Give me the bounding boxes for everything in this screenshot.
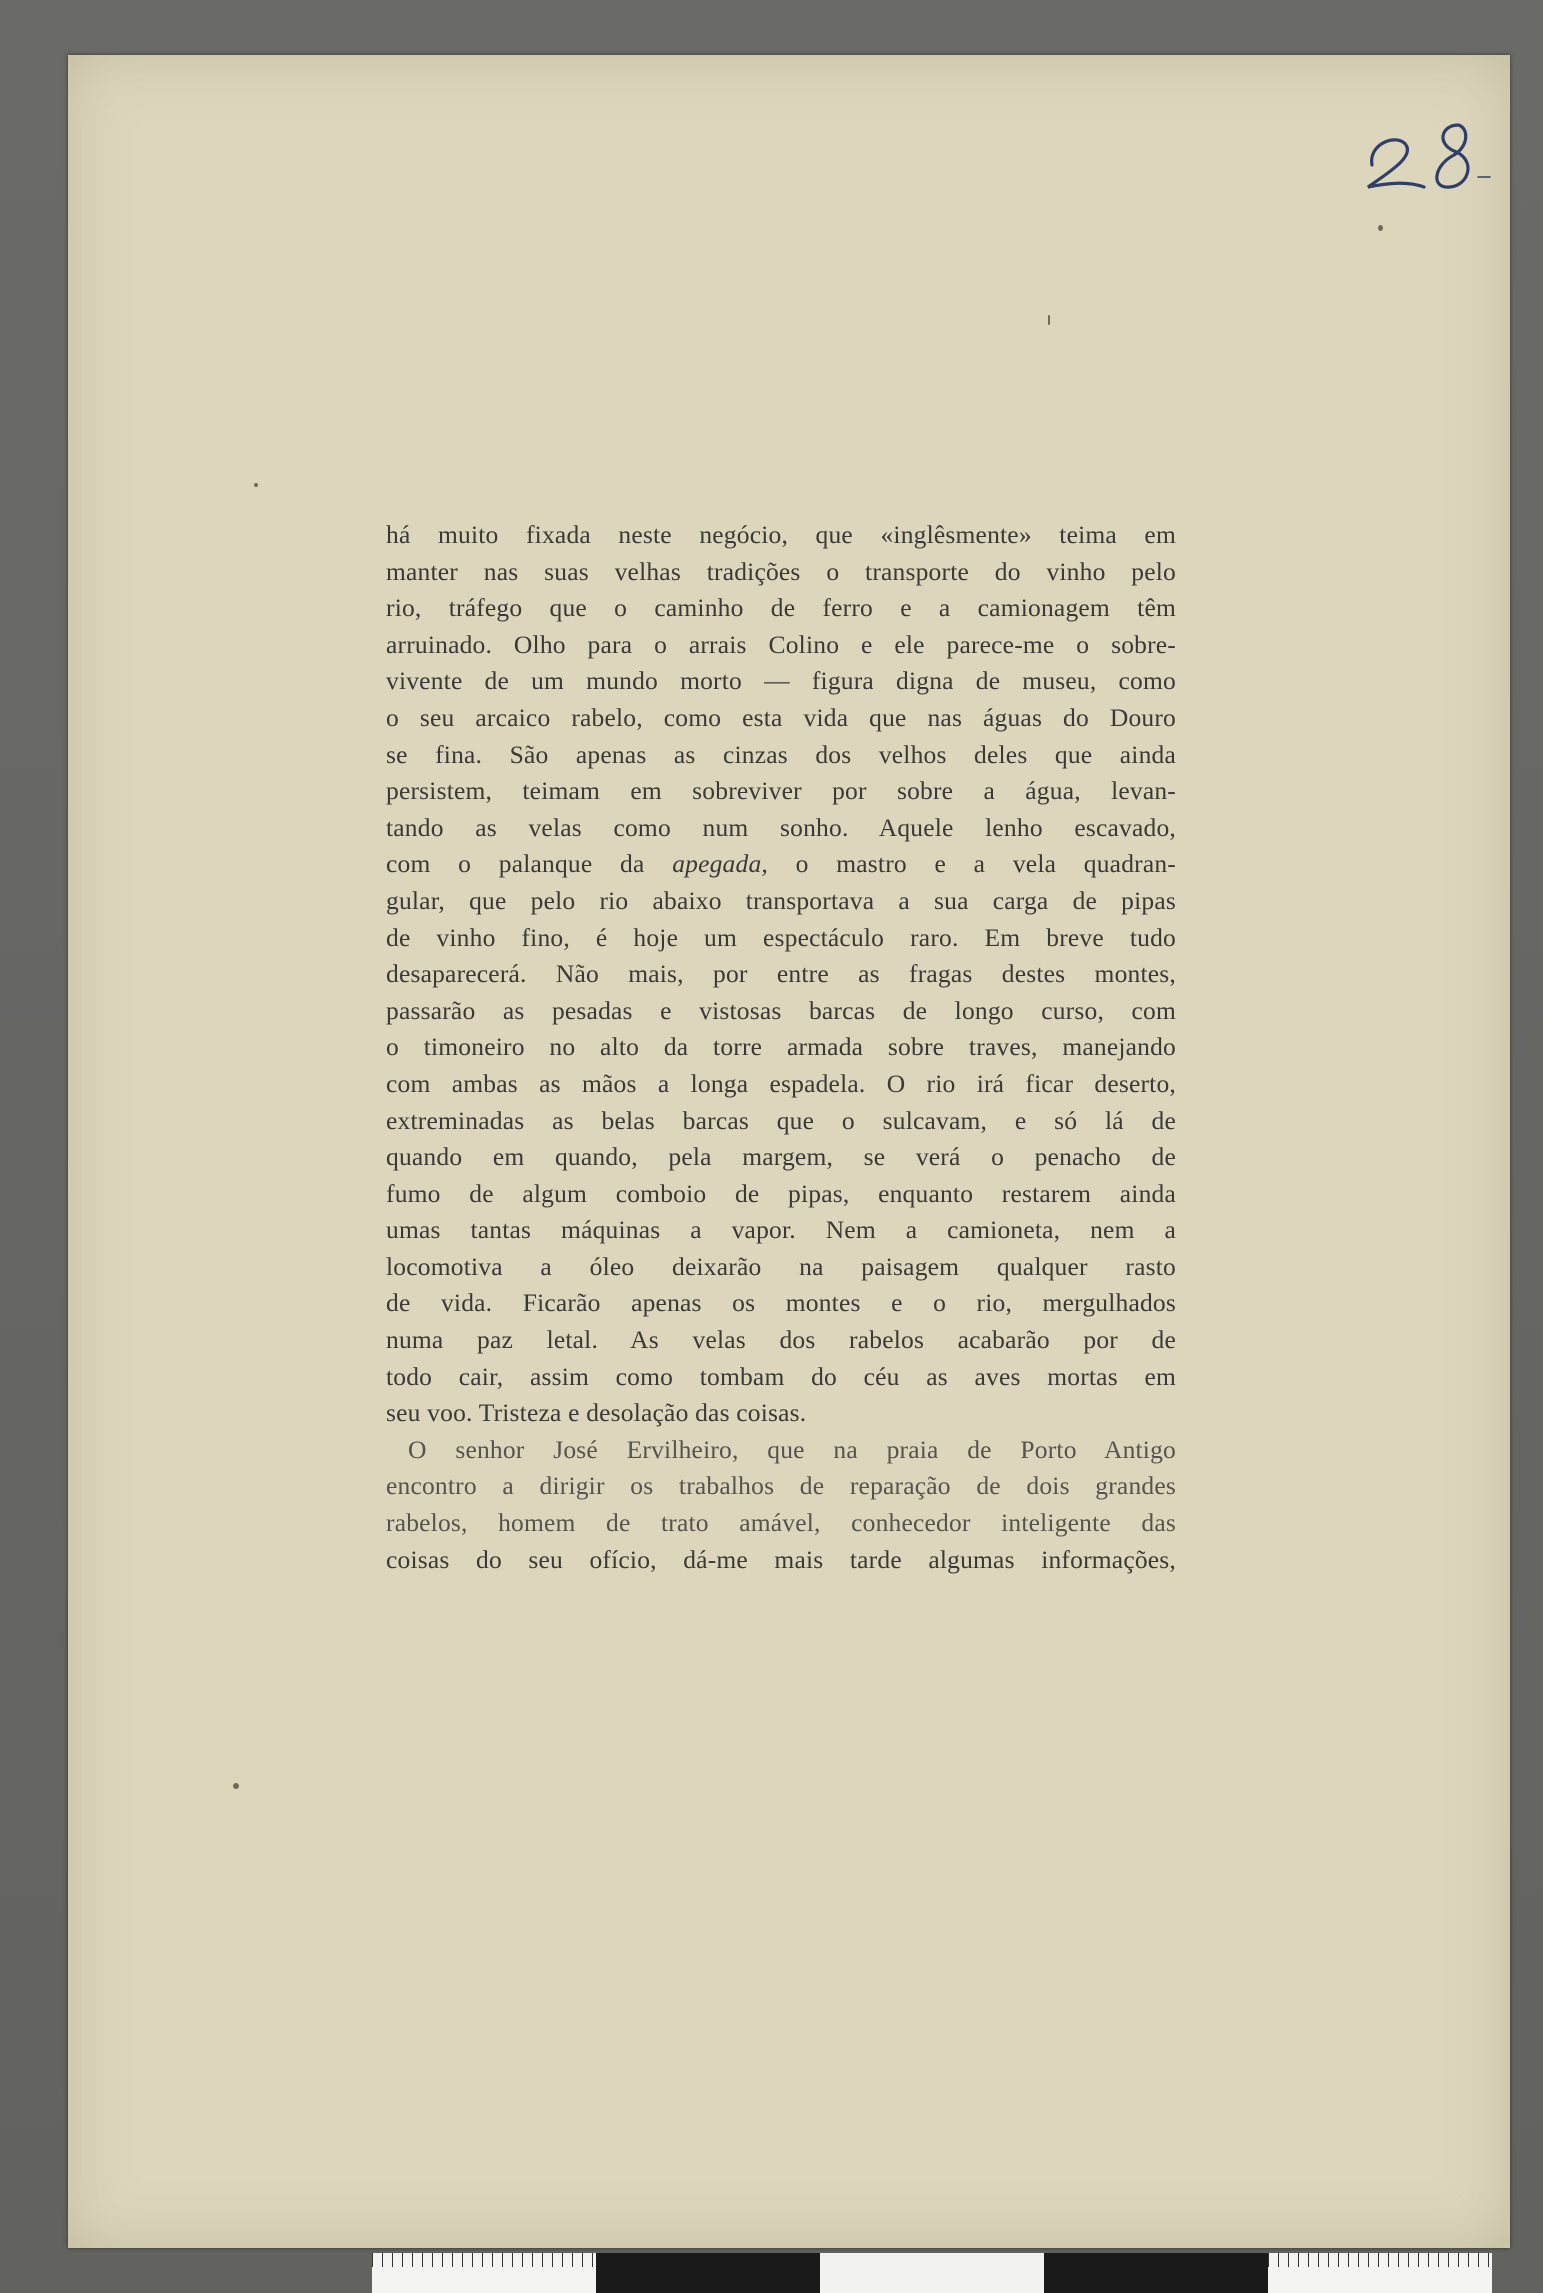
text-line: rio, tráfego que o caminho de ferro e a camionagem têm [386, 593, 1176, 623]
text-line: se fina. São apenas as cinzas dos velhos deles que ainda [386, 739, 1176, 769]
text-line: há muito fixada neste negócio, que «inglêsmente» teima em [386, 520, 1176, 549]
text-line: gular, que pelo rio abaixo transportava a sua carga de pipas [386, 885, 1176, 915]
text-line: locomotiva a óleo deixarão na paisagem qualquer rasto [386, 1251, 1176, 1281]
text-line: coisas do seu ofício, dá-me mais tarde algumas informações, [386, 1544, 1176, 1574]
body-text [386, 517, 1176, 1578]
text-line: desaparecerá. Não mais, por entre as fragas destes montes, [386, 959, 1176, 989]
handwritten-folio-number [1358, 103, 1518, 213]
paper-speck [233, 1783, 239, 1789]
text-line: numa paz letal. As velas dos rabelos acabarão por de [386, 1325, 1176, 1355]
text-line: tando as velas como num sonho. Aquele lenho escavado, [386, 812, 1176, 842]
text-line: umas tantas máquinas a vapor. Nem a camioneta, nem a [386, 1215, 1176, 1245]
ruler-black-segment [1044, 2253, 1268, 2293]
paragraph-start-line: O senhor José Ervilheiro, que na praia de Porto Antigo [408, 1434, 1176, 1464]
paper-speck [1048, 315, 1050, 325]
text-line: extreminadas as belas barcas que o sulcavam, e só lá de [386, 1105, 1176, 1135]
text-line: persistem, teimam em sobreviver por sobre a água, levan- [386, 776, 1176, 806]
ruler-black-segment [596, 2253, 820, 2293]
text-line: passarão as pesadas e vistosas barcas de longo curso, com [386, 995, 1176, 1025]
ruler-white-segment [820, 2253, 1044, 2293]
document-page [68, 55, 1510, 2248]
text-line: fumo de algum comboio de pipas, enquanto restarem ainda [386, 1178, 1176, 1208]
text-line: quando em quando, pela margem, se verá o penacho de [386, 1142, 1176, 1172]
text-line: arruinado. Olho para o arrais Colino e ele parece-me o sobre- [386, 629, 1176, 659]
text-line: de vida. Ficarão apenas os montes e o rio, mergulhados [386, 1288, 1176, 1318]
italic-word: apegada, [672, 849, 768, 879]
text-line: com ambas as mãos a longa espadela. O rio irá ficar deserto, [386, 1068, 1176, 1098]
paper-speck [254, 483, 258, 487]
text-line-with-italic: com o palanque da apegada, o mastro e a vela quadran- [386, 849, 1176, 879]
text-line: todo cair, assim como tombam do céu as aves mortas em [386, 1361, 1176, 1391]
scale-ruler [372, 2253, 1492, 2293]
text-line: rabelos, homem de trato amável, conhecedor inteligente das [386, 1508, 1176, 1538]
text-line: o timoneiro no alto da torre armada sobre traves, manejando [386, 1032, 1176, 1062]
paper-speck [1378, 225, 1383, 231]
ruler-tick-segment [372, 2253, 596, 2293]
text-line: o seu arcaico rabelo, como esta vida que nas águas do Douro [386, 702, 1176, 732]
ruler-tick-segment [1268, 2253, 1492, 2293]
paragraph-end-line: seu voo. Tristeza e desolação das coisas. [386, 1398, 807, 1428]
text-line: vivente de um mundo morto — figura digna de museu, como [386, 666, 1176, 696]
text-line: encontro a dirigir os trabalhos de reparação de dois grandes [386, 1471, 1176, 1501]
text-line: manter nas suas velhas tradições o transporte do vinho pelo [386, 556, 1176, 586]
text-line: de vinho fino, é hoje um espectáculo raro. Em breve tudo [386, 922, 1176, 952]
